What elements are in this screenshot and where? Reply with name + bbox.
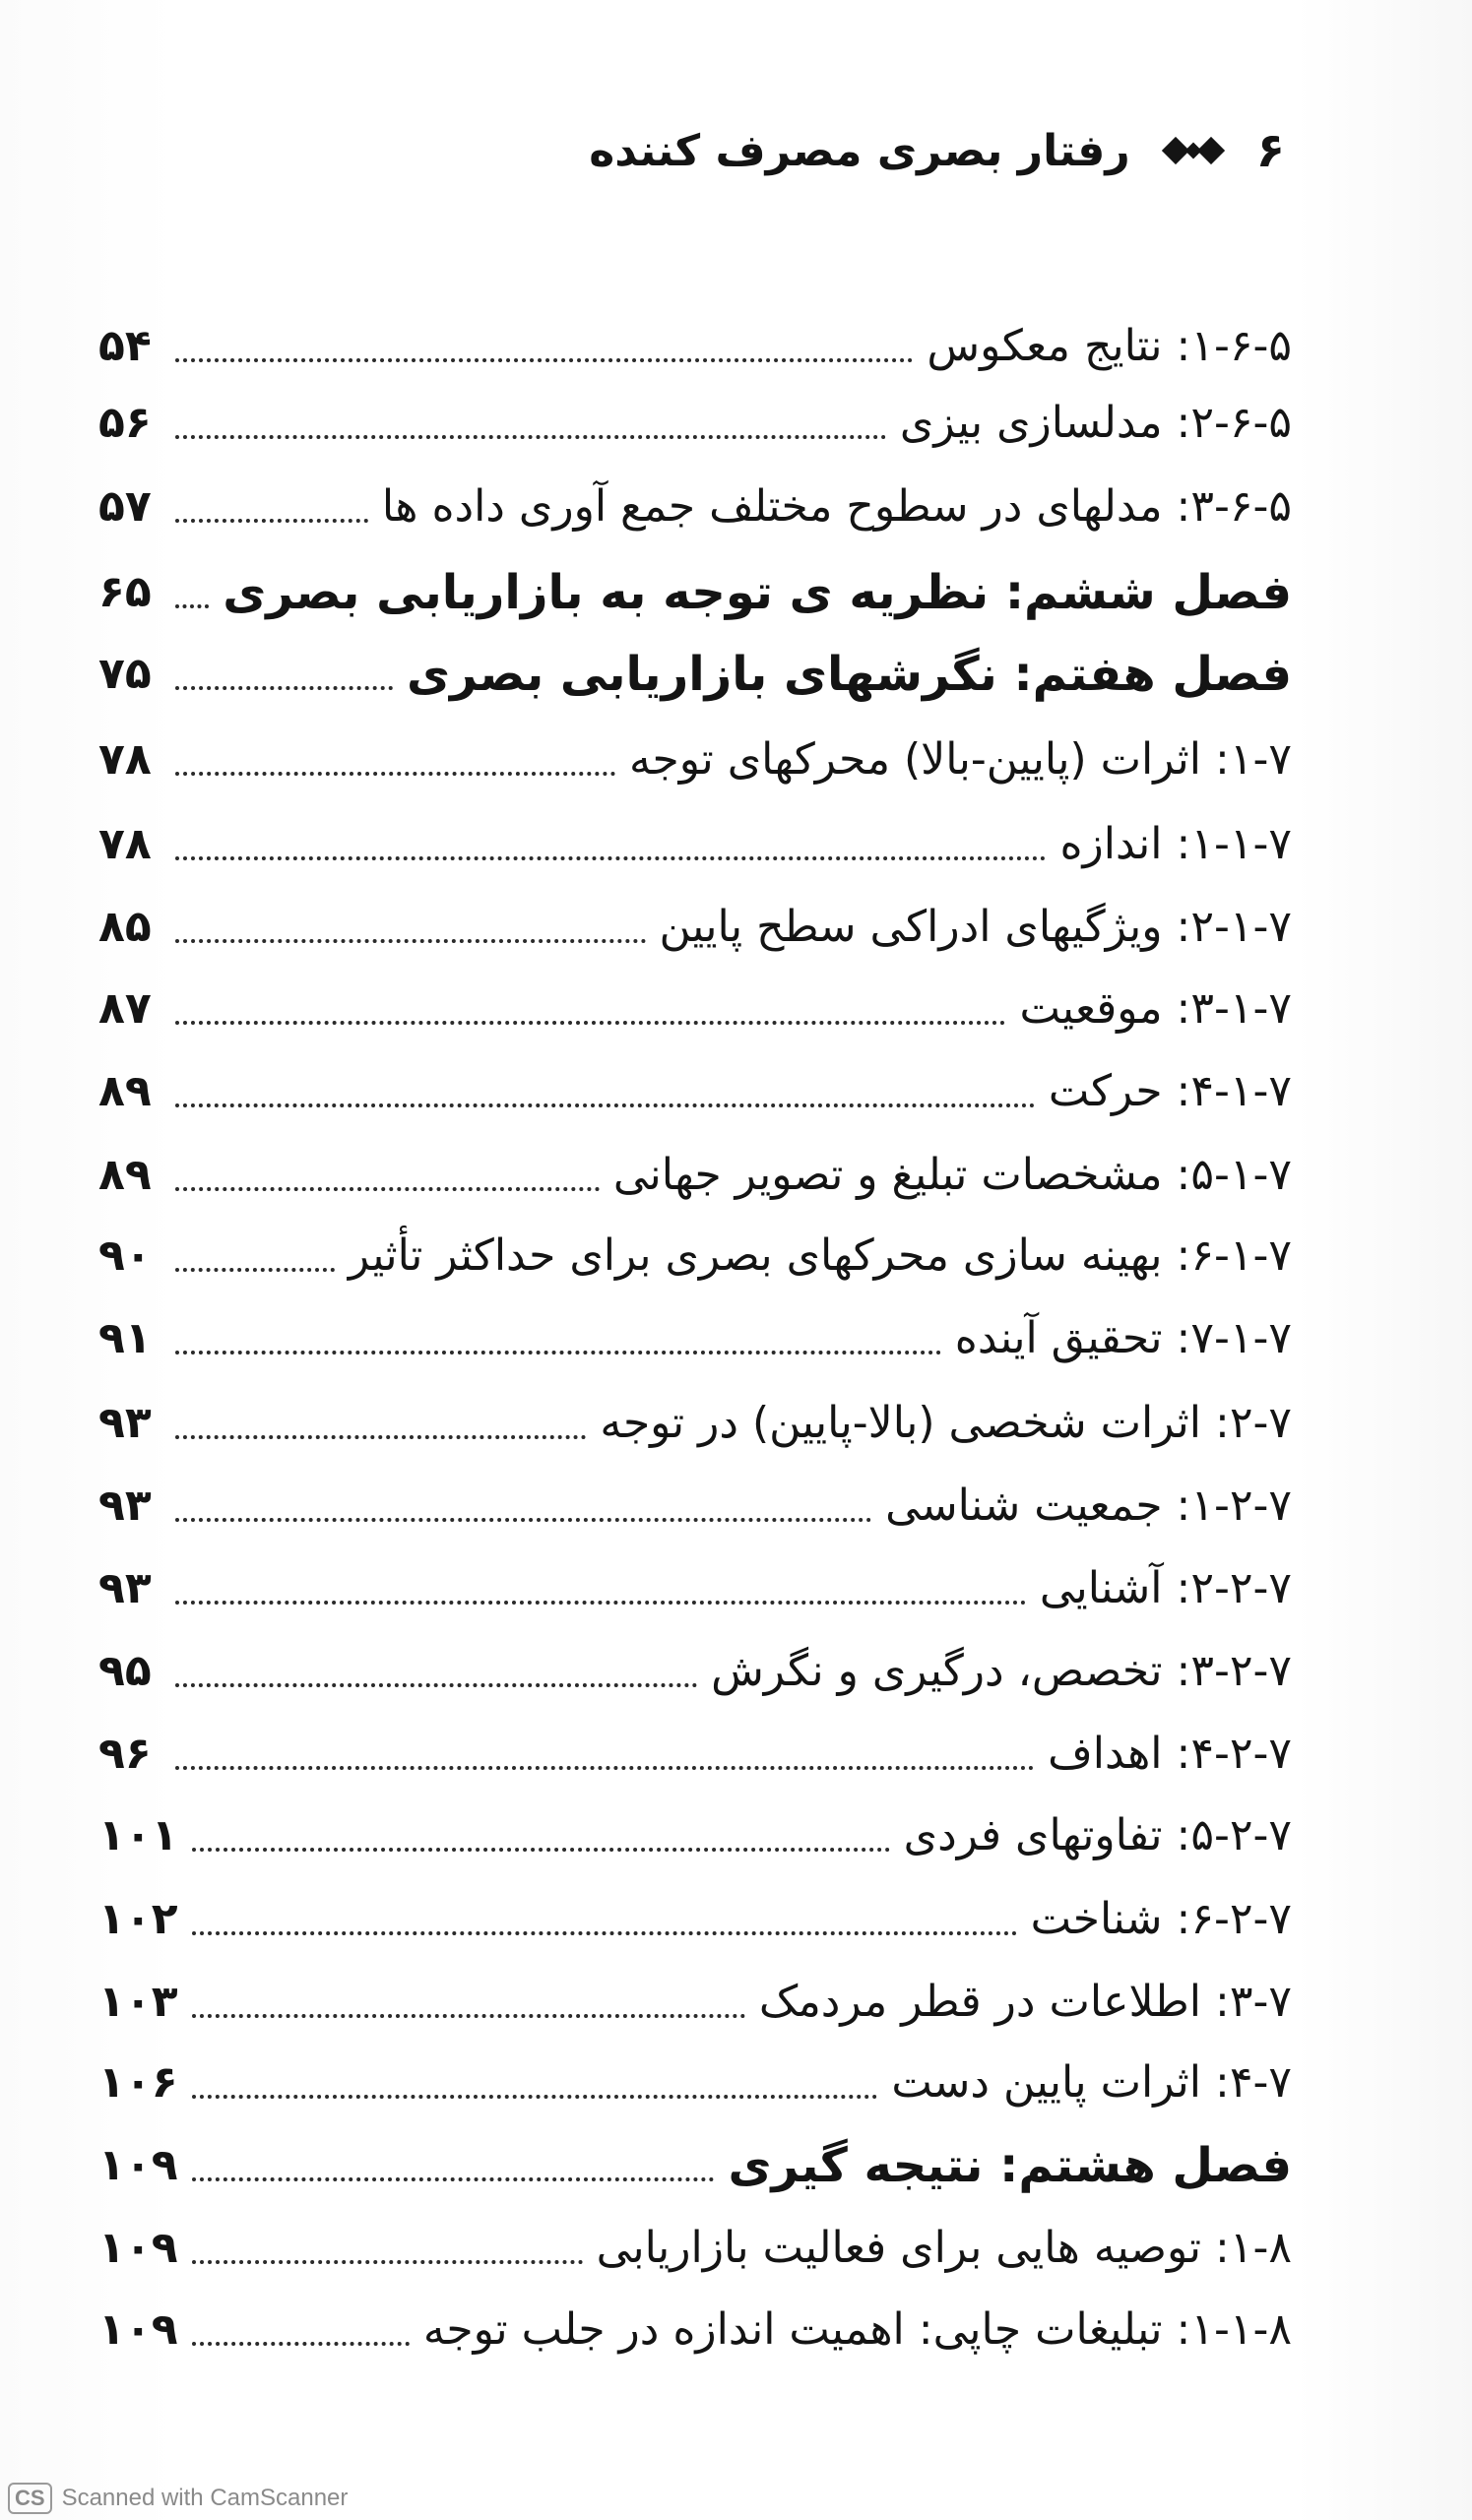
toc-entry	[98, 1549, 1292, 1618]
toc-entry-title: ۵-۲-۷: تفاوتهای فردی	[903, 1810, 1292, 1860]
dot-leader	[175, 1268, 335, 1272]
toc-entry	[98, 1299, 1292, 1368]
toc-entry	[98, 721, 1292, 789]
toc-entry-title: ۲-۷: اثرات شخصی (بالا-پایین) در توجه	[600, 1398, 1292, 1448]
toc-entry	[98, 2291, 1292, 2360]
toc-entry	[98, 2044, 1292, 2112]
toc-entry-page-number: ۸۹	[98, 1150, 152, 1200]
dot-leader	[175, 1187, 600, 1191]
toc-entry-page-number: ۸۷	[98, 983, 152, 1034]
toc-entry-page-number: ۸۹	[98, 1066, 152, 1116]
toc-entry-title: ۳-۱-۷: موقعیت	[1019, 983, 1292, 1034]
toc-entry-page-number: ۸۵	[98, 902, 152, 952]
dot-leader	[175, 1766, 1034, 1770]
toc-entry	[98, 888, 1292, 957]
toc-entry-title: ۶-۱-۷: بهینه سازی محرکهای بصری برای حداکثر تأثیر	[348, 1230, 1292, 1281]
dot-leader	[175, 1518, 871, 1522]
toc-entry-page-number: ۱۰۹	[98, 2223, 178, 2273]
toc-entry	[98, 553, 1292, 622]
diamond-ornament-icon	[1166, 141, 1221, 160]
toc-entry-page-number: ۵۴	[98, 321, 152, 371]
toc-entry	[98, 1052, 1292, 1121]
toc-entry-page-number: ۹۵	[98, 1646, 152, 1696]
toc-entry-title: ۲-۲-۷: آشنایی	[1039, 1563, 1292, 1613]
toc-entry	[98, 307, 1292, 376]
toc-entry-title: ۱-۸: توصیه هایی برای فعالیت بازاریابی	[596, 2223, 1292, 2273]
dot-leader	[175, 519, 368, 523]
toc-entry-page-number: ۵۷	[98, 481, 152, 532]
page-number: ۶	[1255, 123, 1285, 178]
toc-entry-page-number: ۹۱	[98, 1313, 152, 1363]
toc-entry	[98, 1632, 1292, 1701]
dot-leader	[175, 1601, 1026, 1605]
toc-entry	[98, 2209, 1292, 2278]
scanner-watermark	[8, 2483, 348, 2514]
toc-entry-title: ۴-۷: اثرات پایین دست	[891, 2057, 1292, 2108]
toc-entry-title: ۳-۷: اطلاعات در قطر مردمک	[758, 1977, 1292, 2027]
dot-leader	[175, 939, 646, 943]
toc-entry-page-number: ۱۰۱	[98, 1810, 178, 1860]
toc-entry-title: فصل هشتم: نتیجه گیری	[728, 2138, 1292, 2193]
dot-leader	[192, 2177, 715, 2181]
dot-leader	[175, 1683, 697, 1687]
dot-leader	[192, 1848, 890, 1852]
toc-entry	[98, 1217, 1292, 1286]
toc-entry	[98, 1136, 1292, 1205]
toc-entry-page-number: ۹۰	[98, 1230, 152, 1281]
toc-entry	[98, 1880, 1292, 1949]
toc-entry	[98, 635, 1292, 704]
toc-entry-page-number: ۷۵	[98, 649, 152, 699]
dot-leader	[192, 2342, 410, 2346]
toc-entry-page-number: ۱۰۲	[98, 1894, 178, 1944]
toc-entry-page-number: ۶۵	[98, 567, 152, 617]
book-title: رفتار بصری مصرف کننده	[589, 125, 1130, 176]
toc-entry-title: ۶-۲-۷: شناخت	[1030, 1894, 1292, 1944]
toc-entry-title: ۴-۲-۷: اهداف	[1048, 1729, 1292, 1779]
dot-leader	[175, 435, 886, 439]
toc-entry-page-number: ۷۸	[98, 819, 152, 869]
dot-leader	[175, 772, 615, 776]
toc-entry-title: ۴-۱-۷: حرکت	[1048, 1066, 1292, 1116]
toc-entry-page-number: ۹۶	[98, 1729, 152, 1779]
toc-entry-page-number: ۹۳	[98, 1398, 152, 1448]
dot-leader	[175, 856, 1046, 860]
toc-entry-title: ۷-۱-۷: تحقیق آینده	[954, 1313, 1292, 1363]
toc-entry-page-number: ۱۰۳	[98, 1977, 178, 2027]
toc-entry-page-number: ۱۰۹	[98, 2304, 178, 2355]
toc-entry	[98, 2126, 1292, 2195]
toc-entry-title: ۵-۱-۷: مشخصات تبلیغ و تصویر جهانی	[612, 1150, 1292, 1200]
dot-leader	[192, 1931, 1017, 1935]
toc-entry-title: ۲-۱-۷: ویژگیهای ادراکی سطح پایین	[659, 902, 1292, 952]
toc-entry-page-number: ۹۳	[98, 1563, 152, 1613]
dot-leader	[175, 1021, 1005, 1025]
toc-entry-title: ۱-۷: اثرات (پایین-بالا) محرکهای توجه	[628, 734, 1292, 785]
dot-leader	[192, 2260, 583, 2264]
toc-entry	[98, 1384, 1292, 1453]
dot-leader	[175, 1103, 1035, 1107]
toc-entry-title: ۲-۶-۵: مدلسازی بیزی	[899, 398, 1292, 448]
dot-leader	[175, 1351, 941, 1354]
toc-entry-page-number: ۷۸	[98, 734, 152, 785]
toc-entry-title: فصل ششم: نظریه ی توجه به بازاریابی بصری	[223, 565, 1292, 620]
camscanner-logo-icon: CS	[8, 2483, 52, 2514]
dot-leader	[175, 358, 913, 362]
toc-entry	[98, 805, 1292, 874]
toc-entry-title: فصل هفتم: نگرشهای بازاریابی بصری	[407, 647, 1292, 702]
running-header	[589, 123, 1285, 178]
dot-leader	[192, 2014, 745, 2018]
toc-entry	[98, 1796, 1292, 1865]
toc-entry-page-number: ۵۶	[98, 398, 152, 448]
toc-entry-title: ۱-۱-۷: اندازه	[1059, 819, 1292, 869]
toc-entry-title: ۳-۶-۵: مدلهای در سطوح مختلف جمع آوری داده ها	[381, 481, 1292, 532]
watermark-text: Scanned with CamScanner	[61, 2485, 349, 2511]
toc-entry	[98, 1963, 1292, 2032]
toc-entry	[98, 1467, 1292, 1536]
toc-entry	[98, 1715, 1292, 1784]
dot-leader	[192, 2095, 878, 2099]
toc-entry-title: ۳-۲-۷: تخصص، درگیری و نگرش	[711, 1646, 1292, 1696]
toc-entry-page-number: ۱۰۶	[98, 2057, 178, 2108]
toc-entry	[98, 468, 1292, 536]
toc-entry-page-number: ۱۰۹	[98, 2140, 178, 2190]
dot-leader	[175, 1435, 586, 1439]
toc-entry-title: ۱-۱-۸: تبلیغات چاپی: اهمیت اندازه در جلب توجه	[422, 2304, 1292, 2355]
dot-leader	[175, 686, 393, 690]
dot-leader	[175, 604, 209, 608]
toc-entry	[98, 970, 1292, 1039]
toc-entry-page-number: ۹۳	[98, 1480, 152, 1531]
toc-entry	[98, 384, 1292, 453]
toc-entry-title: ۱-۲-۷: جمعیت شناسی	[885, 1480, 1292, 1531]
toc-entry-title: ۱-۶-۵: نتایج معکوس	[927, 321, 1292, 371]
